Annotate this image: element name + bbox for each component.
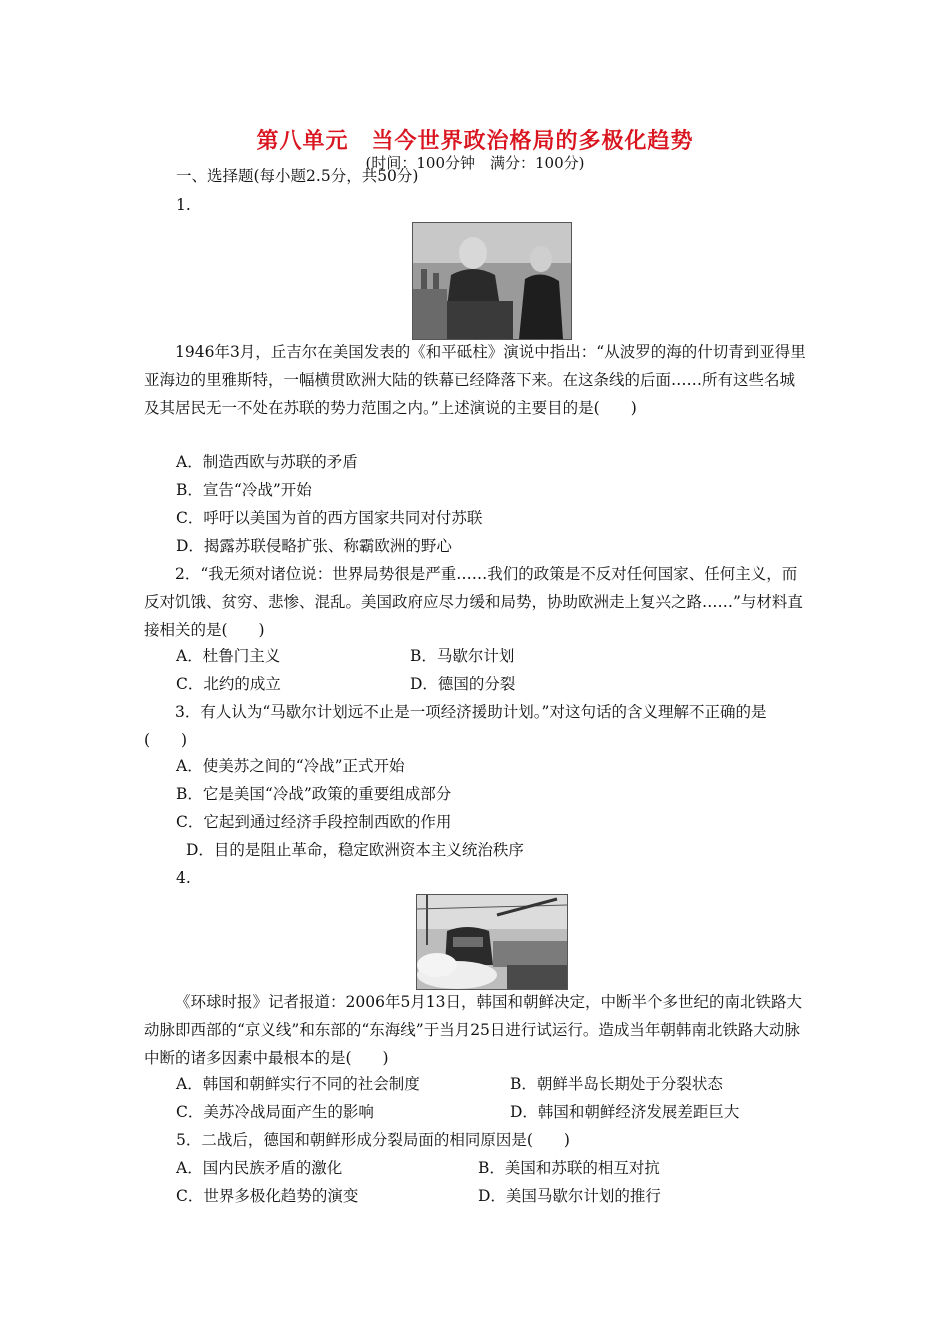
- question-1-option-c: C．呼吁以美国为首的西方国家共同对付苏联: [176, 509, 483, 527]
- question-3-option-b: B．它是美国“冷战”政策的重要组成部分: [176, 785, 452, 803]
- question-2-option-b: B．马歇尔计划: [410, 647, 515, 665]
- question-4-stem: 《环球时报》记者报道：2006年5月13日，韩国和朝鲜决定，中断半个多世纪的南北铁路大动脉即西部的“京义线”和东部的“东海线”于当月25日进行试运行。造成当年朝韩南北铁路大动脉中断的诸多因素中最根本的是( ): [144, 993, 803, 1067]
- question-5-option-a: A．国内民族矛盾的激化: [176, 1159, 343, 1177]
- question-3-option-d: D．目的是阻止革命，稳定欧洲资本主义统治秩序: [186, 841, 524, 859]
- question-1-stem: 1946年3月，丘吉尔在美国发表的《和平砥柱》演说中指出：“从波罗的海的什切青到亚得里亚海边的里雅斯特，一幅横贯欧洲大陆的铁幕已经降落下来。在这条线的后面……所有这些名城及其居民无一不处在苏联的势力范围之内。”上述演说的主要目的是( ): [144, 343, 806, 417]
- question-2-stem: 2．“我无须对诸位说：世界局势很是严重……我们的政策是不反对任何国家、任何主义，而反对饥饿、贫穷、悲惨、混乱。美国政府应尽力缓和局势，协助欧洲走上复兴之路……”与材料直接相关的是( ): [144, 565, 803, 639]
- question-2-option-c: C．北约的成立: [176, 675, 281, 693]
- section-heading: 一、选择题(每小题2.5分，共50分): [176, 167, 419, 185]
- question-1-option-a: A．制造西欧与苏联的矛盾: [176, 453, 358, 471]
- question-4-option-d: D．韩国和朝鲜经济发展差距巨大: [510, 1103, 740, 1121]
- question-4-option-c: C．美苏冷战局面产生的影响: [176, 1103, 374, 1121]
- question-3-option-a: A．使美苏之间的“冷战”正式开始: [176, 757, 405, 775]
- question-4-number: 4.: [176, 869, 191, 887]
- question-5-stem: 5．二战后，德国和朝鲜形成分裂局面的相同原因是( ): [176, 1131, 570, 1149]
- question-4-option-a: A．韩国和朝鲜实行不同的社会制度: [176, 1075, 420, 1093]
- question-1-option-d: D．揭露苏联侵略扩张、称霸欧洲的野心: [176, 537, 452, 555]
- question-3-stem: 3．有人认为“马歇尔计划远不止是一项经济援助计划。”对这句话的含义理解不正确的是( ): [144, 703, 767, 749]
- churchill-speech-photo: [412, 222, 572, 340]
- korean-train-photo: [416, 894, 568, 990]
- question-5-option-d: D．美国马歇尔计划的推行: [478, 1187, 661, 1205]
- question-5-option-b: B．美国和苏联的相互对抗: [478, 1159, 660, 1177]
- question-5-option-c: C．世界多极化趋势的演变: [176, 1187, 359, 1205]
- question-2-option-a: A．杜鲁门主义: [176, 647, 281, 665]
- exam-time-score: (时间：100分钟 满分：100分): [365, 154, 585, 172]
- page-title: 第八单元 当今世界政治格局的多极化趋势: [256, 129, 694, 154]
- question-1-option-b: B．宣告“冷战”开始: [176, 481, 312, 499]
- question-4-option-b: B．朝鲜半岛长期处于分裂状态: [510, 1075, 723, 1093]
- question-2-option-d: D．德国的分裂: [410, 675, 516, 693]
- question-1-number: 1.: [176, 196, 191, 214]
- question-3-option-c: C．它起到通过经济手段控制西欧的作用: [176, 813, 452, 831]
